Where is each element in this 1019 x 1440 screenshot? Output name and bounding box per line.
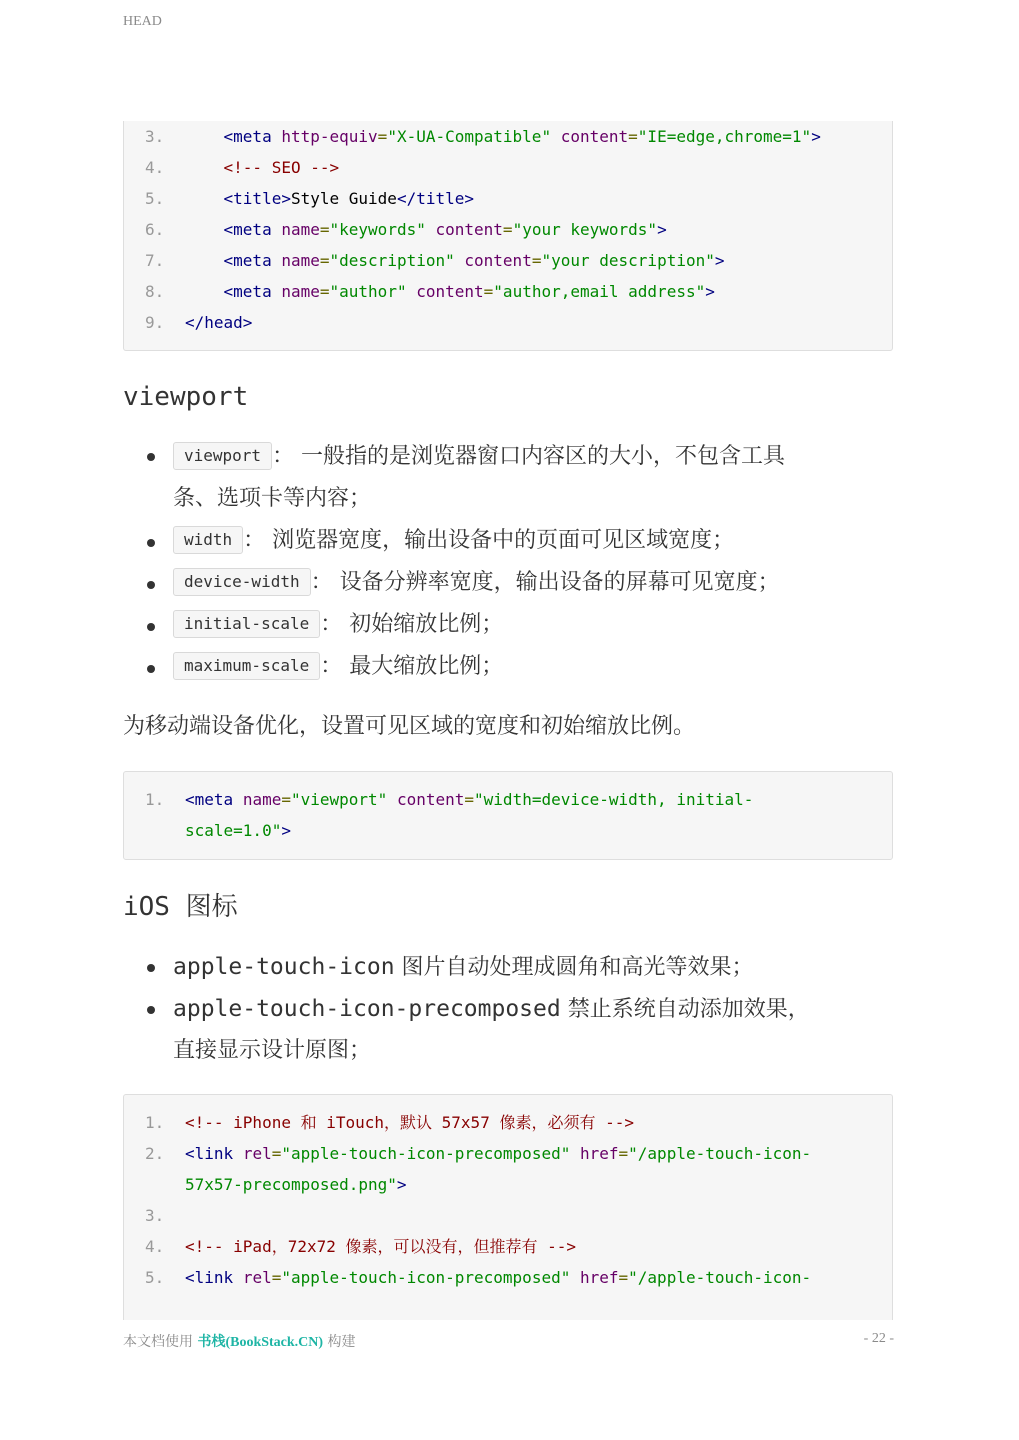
bullet [147, 453, 155, 461]
item-description: ： 浏览器宽度，输出设备中的页面可见区域宽度； [243, 528, 735, 553]
item-description: ： 初始缩放比例； [320, 612, 504, 637]
inline-code: viewport [173, 442, 272, 470]
item-description: 禁止系统自动添加效果， [560, 997, 810, 1022]
code-token: </head> [185, 313, 253, 332]
code-token: rel [242, 1144, 272, 1163]
line-number: 4. [145, 158, 165, 177]
code-token: </title> [396, 189, 474, 208]
code-token [272, 251, 282, 270]
code-token: scale=1.0" [185, 821, 282, 840]
code-token: > [396, 1175, 407, 1194]
code-token: = [628, 127, 638, 146]
code-token: "IE=edge,chrome=1" [637, 127, 812, 146]
code-token: rel [242, 1268, 272, 1287]
code-token: <!-- SEO --> [223, 158, 340, 177]
code-token: = [531, 251, 542, 270]
line-number: 5. [145, 1268, 165, 1287]
code-token: "apple-touch-icon-precomposed" [281, 1268, 571, 1287]
code-text [185, 152, 339, 183]
list-item-continuation: 条、选项卡等内容； [173, 486, 372, 511]
code-token [407, 282, 417, 301]
code-token [551, 127, 561, 146]
section-heading-ios-icon: iOS 图标 [123, 892, 238, 922]
icon-term: apple-touch-icon-precomposed [173, 996, 561, 1022]
bullet [147, 1006, 155, 1014]
code-token [272, 127, 282, 146]
code-token: = [377, 127, 388, 146]
inline-code: device-width [173, 568, 311, 596]
item-description: 图片自动处理成圆角和高光等效果； [394, 955, 754, 980]
code-text [185, 1231, 576, 1262]
footer-brand-link[interactable]: 书栈(BookStack.CN) [197, 1335, 324, 1350]
code-token: name [281, 282, 320, 301]
code-token: href [579, 1144, 619, 1163]
code-token: <meta [223, 127, 272, 146]
code-token: <link [185, 1144, 234, 1163]
inline-code: width [173, 526, 243, 554]
code-text [185, 121, 821, 152]
line-number: 4. [145, 1237, 165, 1256]
code-text [185, 1262, 811, 1293]
code-token: "width=device-width, initial- [474, 790, 754, 809]
list-item-apple-touch-icon-precomposed [173, 988, 810, 1031]
code-token: <meta [223, 220, 272, 239]
code-text [185, 183, 474, 214]
code-token: "/apple-touch-icon- [628, 1268, 812, 1287]
code-text [185, 214, 667, 245]
line-number: 1. [145, 790, 165, 809]
code-text [185, 815, 291, 846]
code-token: content [464, 251, 532, 270]
code-token: content [435, 220, 503, 239]
code-token: = [483, 282, 494, 301]
code-token [233, 1144, 243, 1163]
code-token: > [657, 220, 667, 239]
footer-text: 构建 [323, 1334, 356, 1350]
code-token: <meta [185, 790, 234, 809]
code-token: > [705, 282, 715, 301]
line-number: 5. [145, 189, 165, 208]
code-text [185, 1138, 811, 1169]
code-token [272, 220, 282, 239]
code-token: = [319, 282, 330, 301]
list-item-initial-scale [173, 604, 503, 646]
line-number: 8. [145, 282, 165, 301]
code-token: name [281, 251, 320, 270]
code-block-head [123, 121, 893, 351]
code-token: = [618, 1144, 629, 1163]
code-token: <link [185, 1268, 234, 1287]
code-token: = [319, 251, 330, 270]
code-token: "description" [329, 251, 455, 270]
list-item-maximum-scale [173, 646, 503, 688]
code-token: <meta [223, 282, 272, 301]
bullet [147, 964, 155, 972]
page-footer [123, 1331, 356, 1351]
section-heading-viewport: viewport [123, 382, 249, 412]
code-token: "your description" [541, 251, 715, 270]
line-number: 7. [145, 251, 165, 270]
line-number: 6. [145, 220, 165, 239]
line-number: 1. [145, 1113, 165, 1132]
code-token: "/apple-touch-icon- [628, 1144, 812, 1163]
bullet [147, 623, 155, 631]
list-item-continuation: 直接显示设计原图； [173, 1038, 372, 1063]
code-text [185, 276, 715, 307]
code-token [233, 1268, 243, 1287]
code-token: = [464, 790, 475, 809]
code-token: <meta [223, 251, 272, 270]
code-token: > [714, 251, 725, 270]
code-token: content [560, 127, 629, 146]
code-token: <!-- iPhone 和 iTouch，默认 57x57 像素，必须有 --> [185, 1113, 634, 1132]
code-token: content [416, 282, 484, 301]
inline-code: maximum-scale [173, 652, 320, 680]
code-token: content [396, 790, 465, 809]
code-token: <!-- iPad，72x72 像素，可以没有，但推荐有 --> [185, 1237, 577, 1256]
item-description: ： 一般指的是浏览器窗口内容区的大小，不包含工具 [272, 444, 786, 469]
code-token: "viewport" [290, 790, 388, 809]
code-token: 57x57-precomposed.png" [185, 1175, 397, 1194]
item-description: ： 设备分辨率宽度，输出设备的屏幕可见宽度； [310, 570, 780, 595]
item-description: ： 最大缩放比例； [320, 654, 504, 679]
code-text [185, 1169, 407, 1200]
code-token: Style Guide [290, 189, 397, 208]
code-token: <title> [223, 189, 291, 208]
code-token [233, 790, 243, 809]
running-head: HEAD [123, 14, 162, 29]
line-number: 2. [145, 1144, 165, 1163]
code-token: "your keywords" [512, 220, 658, 239]
code-token: href [579, 1268, 619, 1287]
list-item-width [173, 520, 734, 562]
code-token: > [811, 127, 821, 146]
code-token: = [618, 1268, 629, 1287]
code-text [185, 245, 725, 276]
code-token: "X-UA-Compatible" [387, 127, 552, 146]
inline-code: initial-scale [173, 610, 320, 638]
code-token: = [281, 790, 291, 809]
code-token: "author" [329, 282, 407, 301]
page-number: - 22 - [863, 1331, 894, 1346]
code-token: name [281, 220, 320, 239]
code-token [272, 282, 282, 301]
code-token [570, 1144, 580, 1163]
code-text [185, 1107, 634, 1138]
code-token: > [281, 821, 291, 840]
line-number: 3. [145, 1206, 165, 1225]
code-block-ios-icons [123, 1094, 893, 1320]
footer-text: 本文档使用 [123, 1334, 198, 1350]
code-token: = [271, 1268, 282, 1287]
line-number: 9. [145, 313, 165, 332]
code-token: = [502, 220, 513, 239]
list-item-viewport [173, 436, 785, 478]
code-token [570, 1268, 580, 1287]
code-token: = [271, 1144, 282, 1163]
code-text [185, 784, 753, 815]
code-block-viewport [123, 771, 893, 860]
code-token: "apple-touch-icon-precomposed" [281, 1144, 571, 1163]
code-text [185, 307, 252, 338]
code-token: "keywords" [329, 220, 426, 239]
bullet [147, 539, 155, 547]
code-token [387, 790, 397, 809]
code-token: name [242, 790, 282, 809]
list-item-device-width [173, 562, 780, 604]
code-token: = [319, 220, 330, 239]
code-token [455, 251, 465, 270]
list-item-apple-touch-icon [173, 946, 754, 989]
code-token: "author,email address" [493, 282, 706, 301]
icon-term: apple-touch-icon [173, 954, 395, 980]
body-paragraph: 为移动端设备优化，设置可见区域的宽度和初始缩放比例。 [123, 714, 696, 739]
code-token: http-equiv [281, 127, 378, 146]
bullet [147, 665, 155, 673]
line-number: 3. [145, 127, 165, 146]
bullet [147, 581, 155, 589]
